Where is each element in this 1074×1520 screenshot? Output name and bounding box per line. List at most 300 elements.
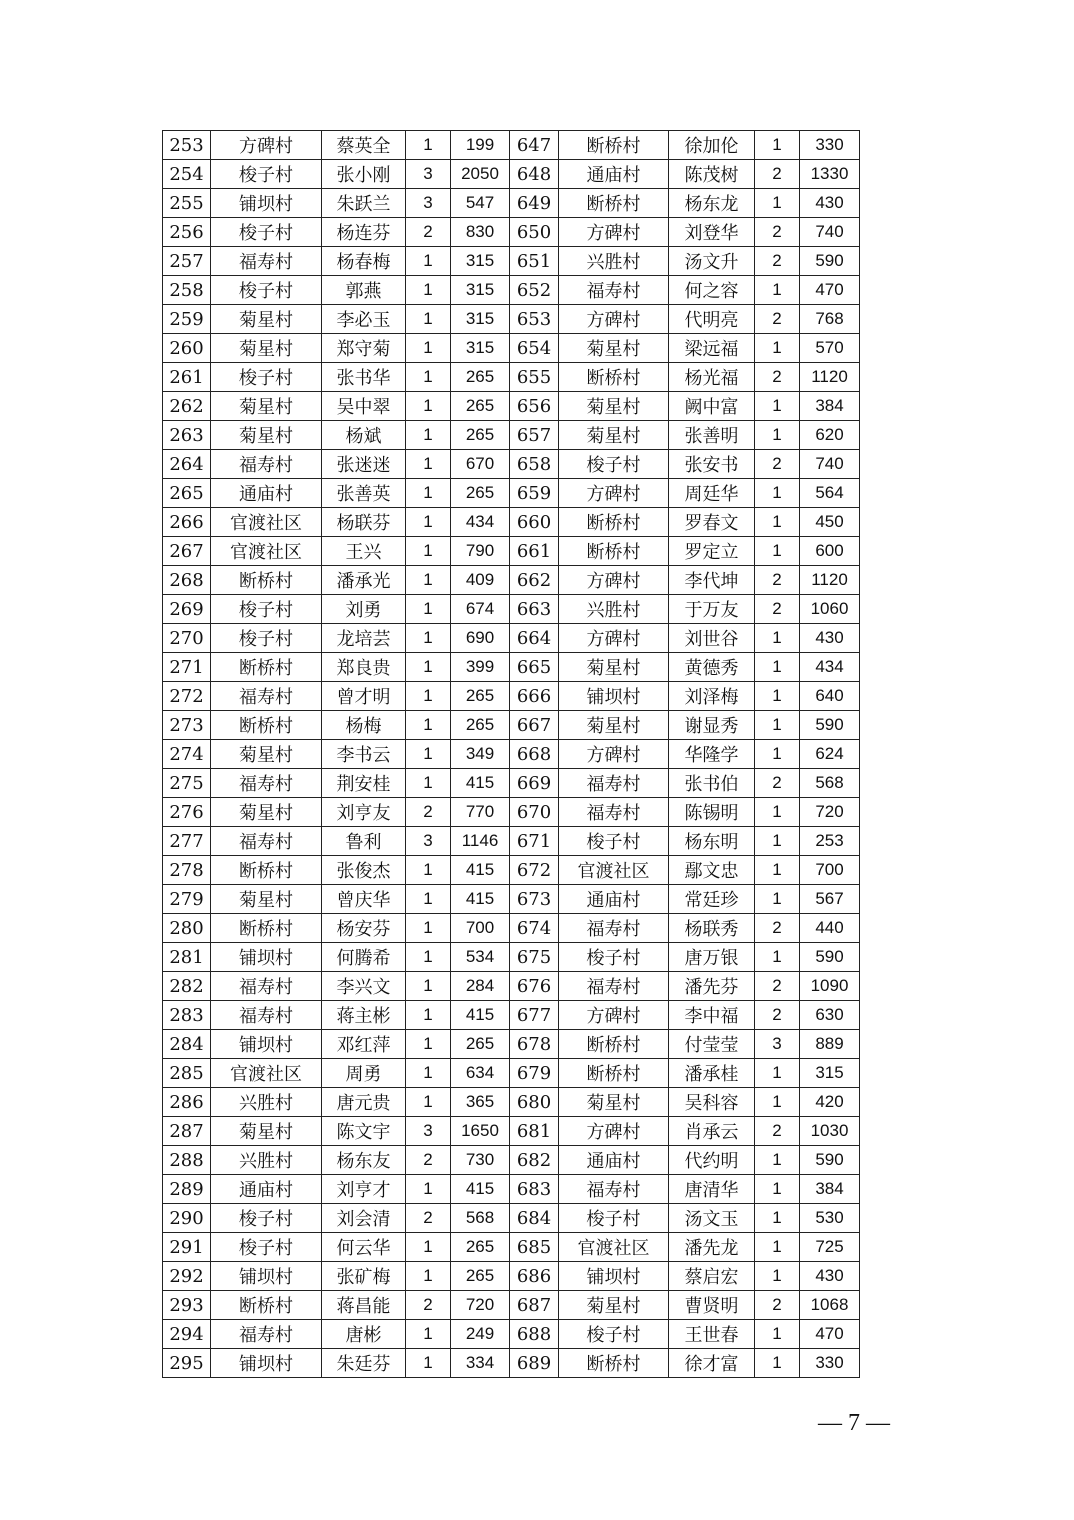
cell-row-number: 677 (510, 1001, 559, 1030)
cell-household-count: 1 (755, 740, 800, 769)
cell-village: 梭子村 (559, 1320, 669, 1349)
cell-household-count: 1 (406, 885, 451, 914)
cell-household-count: 2 (755, 1117, 800, 1146)
cell-village: 官渡社区 (559, 1233, 669, 1262)
cell-village: 梭子村 (211, 624, 322, 653)
cell-person-name: 李书云 (322, 740, 406, 769)
cell-village: 福寿村 (559, 1175, 669, 1204)
cell-amount: 725 (800, 1233, 860, 1262)
cell-person-name: 阙中富 (669, 392, 755, 421)
cell-amount: 590 (800, 247, 860, 276)
cell-amount: 415 (451, 1175, 510, 1204)
cell-household-count: 1 (755, 1059, 800, 1088)
cell-person-name: 谢显秀 (669, 711, 755, 740)
cell-village: 铺坝村 (211, 1030, 322, 1059)
cell-village: 铺坝村 (211, 189, 322, 218)
cell-row-number: 274 (163, 740, 211, 769)
cell-village: 菊星村 (559, 1088, 669, 1117)
cell-household-count: 1 (406, 653, 451, 682)
table-row (163, 740, 860, 769)
cell-amount: 265 (451, 479, 510, 508)
cell-household-count: 1 (406, 595, 451, 624)
cell-village: 菊星村 (211, 798, 322, 827)
cell-household-count: 2 (406, 1204, 451, 1233)
cell-household-count: 2 (755, 769, 800, 798)
cell-village: 断桥村 (559, 1059, 669, 1088)
table-row (163, 1088, 860, 1117)
cell-household-count: 2 (755, 595, 800, 624)
cell-amount: 434 (800, 653, 860, 682)
cell-row-number: 679 (510, 1059, 559, 1088)
cell-person-name: 周廷华 (669, 479, 755, 508)
cell-village: 菊星村 (211, 421, 322, 450)
cell-village: 官渡社区 (211, 537, 322, 566)
cell-row-number: 678 (510, 1030, 559, 1059)
cell-row-number: 282 (163, 972, 211, 1001)
cell-person-name: 唐元贵 (322, 1088, 406, 1117)
cell-amount: 620 (800, 421, 860, 450)
cell-village: 福寿村 (211, 972, 322, 1001)
cell-household-count: 1 (755, 1320, 800, 1349)
cell-village: 断桥村 (559, 537, 669, 566)
table-row (163, 160, 860, 189)
cell-household-count: 2 (755, 972, 800, 1001)
cell-person-name: 张善明 (669, 421, 755, 450)
cell-household-count: 1 (406, 740, 451, 769)
cell-amount: 415 (451, 856, 510, 885)
cell-household-count: 2 (755, 914, 800, 943)
cell-person-name: 李代坤 (669, 566, 755, 595)
cell-amount: 740 (800, 450, 860, 479)
cell-household-count: 1 (406, 711, 451, 740)
cell-person-name: 黄德秀 (669, 653, 755, 682)
cell-row-number: 279 (163, 885, 211, 914)
cell-row-number: 262 (163, 392, 211, 421)
cell-village: 福寿村 (211, 827, 322, 856)
cell-village: 断桥村 (211, 711, 322, 740)
cell-village: 断桥村 (211, 1291, 322, 1320)
cell-amount: 740 (800, 218, 860, 247)
cell-amount: 570 (800, 334, 860, 363)
cell-person-name: 陈锡明 (669, 798, 755, 827)
cell-row-number: 668 (510, 740, 559, 769)
cell-household-count: 1 (406, 914, 451, 943)
cell-amount: 330 (800, 1349, 860, 1378)
cell-person-name: 何之容 (669, 276, 755, 305)
cell-row-number: 652 (510, 276, 559, 305)
cell-village: 菊星村 (211, 334, 322, 363)
cell-household-count: 1 (755, 1088, 800, 1117)
cell-village: 福寿村 (211, 682, 322, 711)
cell-row-number: 281 (163, 943, 211, 972)
cell-amount: 265 (451, 363, 510, 392)
cell-village: 断桥村 (211, 566, 322, 595)
cell-row-number: 255 (163, 189, 211, 218)
cell-person-name: 杨连芬 (322, 218, 406, 247)
cell-person-name: 张善英 (322, 479, 406, 508)
cell-household-count: 2 (406, 218, 451, 247)
cell-amount: 365 (451, 1088, 510, 1117)
table-row (163, 885, 860, 914)
cell-person-name: 何腾希 (322, 943, 406, 972)
cell-amount: 1330 (800, 160, 860, 189)
table-row (163, 943, 860, 972)
cell-village: 兴胜村 (559, 595, 669, 624)
table-row (163, 334, 860, 363)
cell-village: 通庙村 (211, 1175, 322, 1204)
cell-person-name: 汤文升 (669, 247, 755, 276)
cell-household-count: 1 (406, 856, 451, 885)
cell-village: 梭子村 (211, 595, 322, 624)
cell-row-number: 657 (510, 421, 559, 450)
cell-row-number: 290 (163, 1204, 211, 1233)
cell-row-number: 688 (510, 1320, 559, 1349)
cell-person-name: 吴中翠 (322, 392, 406, 421)
cell-person-name: 徐才富 (669, 1349, 755, 1378)
table-row (163, 276, 860, 305)
table-row (163, 856, 860, 885)
cell-row-number: 667 (510, 711, 559, 740)
table-row (163, 682, 860, 711)
cell-amount: 315 (451, 334, 510, 363)
cell-row-number: 258 (163, 276, 211, 305)
table-row (163, 508, 860, 537)
cell-person-name: 杨安芬 (322, 914, 406, 943)
cell-row-number: 670 (510, 798, 559, 827)
cell-amount: 330 (800, 131, 860, 160)
records-table (162, 130, 860, 1378)
cell-amount: 1030 (800, 1117, 860, 1146)
cell-row-number: 686 (510, 1262, 559, 1291)
cell-person-name: 华隆学 (669, 740, 755, 769)
cell-amount: 384 (800, 1175, 860, 1204)
cell-amount: 568 (451, 1204, 510, 1233)
cell-person-name: 唐万银 (669, 943, 755, 972)
cell-person-name: 龙培芸 (322, 624, 406, 653)
cell-household-count: 1 (406, 566, 451, 595)
cell-household-count: 2 (755, 1001, 800, 1030)
cell-amount: 284 (451, 972, 510, 1001)
cell-person-name: 刘亨友 (322, 798, 406, 827)
cell-household-count: 1 (755, 392, 800, 421)
table-row (163, 1001, 860, 1030)
cell-row-number: 665 (510, 653, 559, 682)
records-table-body (163, 131, 860, 1378)
table-row (163, 1291, 860, 1320)
cell-household-count: 1 (406, 421, 451, 450)
cell-amount: 1090 (800, 972, 860, 1001)
cell-amount: 547 (451, 189, 510, 218)
cell-household-count: 1 (406, 247, 451, 276)
cell-person-name: 代明亮 (669, 305, 755, 334)
cell-household-count: 1 (755, 943, 800, 972)
cell-person-name: 罗春文 (669, 508, 755, 537)
table-row (163, 1175, 860, 1204)
table-row (163, 218, 860, 247)
cell-amount: 1120 (800, 363, 860, 392)
cell-person-name: 杨东龙 (669, 189, 755, 218)
cell-household-count: 3 (406, 827, 451, 856)
cell-amount: 1060 (800, 595, 860, 624)
cell-household-count: 1 (755, 1175, 800, 1204)
cell-village: 通庙村 (559, 885, 669, 914)
table-row (163, 189, 860, 218)
cell-household-count: 1 (406, 479, 451, 508)
cell-row-number: 683 (510, 1175, 559, 1204)
cell-amount: 590 (800, 943, 860, 972)
table-row (163, 1320, 860, 1349)
cell-person-name: 张书伯 (669, 769, 755, 798)
table-row (163, 363, 860, 392)
cell-household-count: 1 (406, 682, 451, 711)
table-row (163, 1262, 860, 1291)
cell-household-count: 1 (755, 1233, 800, 1262)
table-row (163, 1349, 860, 1378)
cell-amount: 634 (451, 1059, 510, 1088)
cell-household-count: 1 (406, 1088, 451, 1117)
cell-amount: 790 (451, 537, 510, 566)
cell-household-count: 1 (406, 1001, 451, 1030)
cell-household-count: 1 (755, 798, 800, 827)
cell-household-count: 1 (406, 508, 451, 537)
cell-amount: 415 (451, 885, 510, 914)
cell-amount: 415 (451, 769, 510, 798)
cell-village: 福寿村 (211, 769, 322, 798)
cell-row-number: 680 (510, 1088, 559, 1117)
cell-row-number: 271 (163, 653, 211, 682)
table-row (163, 711, 860, 740)
cell-person-name: 于万友 (669, 595, 755, 624)
cell-amount: 720 (451, 1291, 510, 1320)
cell-village: 断桥村 (559, 363, 669, 392)
cell-household-count: 3 (406, 1117, 451, 1146)
cell-village: 断桥村 (559, 131, 669, 160)
table-row (163, 566, 860, 595)
cell-village: 兴胜村 (211, 1146, 322, 1175)
cell-person-name: 张小刚 (322, 160, 406, 189)
cell-person-name: 李必玉 (322, 305, 406, 334)
cell-household-count: 3 (406, 189, 451, 218)
cell-person-name: 郑良贵 (322, 653, 406, 682)
cell-row-number: 662 (510, 566, 559, 595)
cell-person-name: 曾庆华 (322, 885, 406, 914)
cell-amount: 590 (800, 1146, 860, 1175)
cell-row-number: 263 (163, 421, 211, 450)
cell-village: 梭子村 (559, 1204, 669, 1233)
cell-household-count: 1 (755, 1262, 800, 1291)
cell-amount: 434 (451, 508, 510, 537)
cell-person-name: 曹贤明 (669, 1291, 755, 1320)
cell-row-number: 254 (163, 160, 211, 189)
cell-row-number: 673 (510, 885, 559, 914)
cell-household-count: 1 (755, 1146, 800, 1175)
cell-amount: 415 (451, 1001, 510, 1030)
cell-amount: 630 (800, 1001, 860, 1030)
cell-person-name: 刘登华 (669, 218, 755, 247)
cell-person-name: 张矿梅 (322, 1262, 406, 1291)
cell-person-name: 徐加伦 (669, 131, 755, 160)
cell-person-name: 刘亨才 (322, 1175, 406, 1204)
cell-row-number: 292 (163, 1262, 211, 1291)
cell-household-count: 1 (406, 363, 451, 392)
cell-amount: 640 (800, 682, 860, 711)
cell-amount: 770 (451, 798, 510, 827)
cell-household-count: 2 (406, 1291, 451, 1320)
cell-row-number: 284 (163, 1030, 211, 1059)
cell-person-name: 代约明 (669, 1146, 755, 1175)
table-row (163, 305, 860, 334)
cell-amount: 1068 (800, 1291, 860, 1320)
cell-village: 福寿村 (559, 914, 669, 943)
cell-row-number: 684 (510, 1204, 559, 1233)
cell-amount: 430 (800, 624, 860, 653)
cell-amount: 199 (451, 131, 510, 160)
cell-row-number: 681 (510, 1117, 559, 1146)
cell-row-number: 685 (510, 1233, 559, 1262)
cell-village: 方碑村 (559, 566, 669, 595)
cell-village: 兴胜村 (559, 247, 669, 276)
cell-village: 福寿村 (559, 276, 669, 305)
cell-row-number: 658 (510, 450, 559, 479)
cell-household-count: 2 (755, 363, 800, 392)
cell-amount: 568 (800, 769, 860, 798)
cell-amount: 334 (451, 1349, 510, 1378)
table-row (163, 827, 860, 856)
cell-amount: 470 (800, 276, 860, 305)
cell-amount: 674 (451, 595, 510, 624)
cell-row-number: 257 (163, 247, 211, 276)
cell-village: 福寿村 (211, 450, 322, 479)
cell-amount: 450 (800, 508, 860, 537)
cell-row-number: 277 (163, 827, 211, 856)
cell-household-count: 2 (755, 218, 800, 247)
cell-household-count: 3 (755, 1030, 800, 1059)
cell-row-number: 291 (163, 1233, 211, 1262)
cell-row-number: 289 (163, 1175, 211, 1204)
cell-person-name: 张俊杰 (322, 856, 406, 885)
cell-household-count: 1 (406, 305, 451, 334)
cell-row-number: 295 (163, 1349, 211, 1378)
cell-household-count: 1 (755, 421, 800, 450)
cell-amount: 670 (451, 450, 510, 479)
cell-household-count: 1 (406, 624, 451, 653)
cell-amount: 564 (800, 479, 860, 508)
cell-person-name: 郑守菊 (322, 334, 406, 363)
table-row (163, 450, 860, 479)
cell-amount: 567 (800, 885, 860, 914)
cell-row-number: 268 (163, 566, 211, 595)
cell-row-number: 648 (510, 160, 559, 189)
cell-village: 梭子村 (211, 218, 322, 247)
cell-village: 方碑村 (559, 305, 669, 334)
cell-village: 菊星村 (211, 740, 322, 769)
cell-row-number: 655 (510, 363, 559, 392)
cell-row-number: 651 (510, 247, 559, 276)
cell-person-name: 蔡启宏 (669, 1262, 755, 1291)
cell-household-count: 1 (755, 624, 800, 653)
cell-row-number: 288 (163, 1146, 211, 1175)
table-row (163, 1146, 860, 1175)
cell-amount: 624 (800, 740, 860, 769)
cell-village: 菊星村 (211, 885, 322, 914)
cell-village: 福寿村 (211, 1001, 322, 1030)
cell-row-number: 280 (163, 914, 211, 943)
cell-household-count: 1 (406, 943, 451, 972)
cell-row-number: 669 (510, 769, 559, 798)
cell-person-name: 鲁利 (322, 827, 406, 856)
cell-row-number: 661 (510, 537, 559, 566)
cell-person-name: 何云华 (322, 1233, 406, 1262)
cell-person-name: 刘勇 (322, 595, 406, 624)
cell-row-number: 259 (163, 305, 211, 334)
cell-amount: 265 (451, 1030, 510, 1059)
cell-household-count: 2 (755, 566, 800, 595)
cell-row-number: 293 (163, 1291, 211, 1320)
table-row (163, 421, 860, 450)
cell-household-count: 1 (406, 972, 451, 1001)
cell-household-count: 1 (406, 131, 451, 160)
cell-household-count: 1 (755, 189, 800, 218)
cell-household-count: 1 (406, 1030, 451, 1059)
cell-village: 福寿村 (559, 972, 669, 1001)
cell-person-name: 刘泽梅 (669, 682, 755, 711)
cell-person-name: 吴科容 (669, 1088, 755, 1117)
cell-household-count: 1 (755, 856, 800, 885)
cell-village: 铺坝村 (211, 1349, 322, 1378)
cell-amount: 430 (800, 1262, 860, 1291)
table-row (163, 1059, 860, 1088)
cell-amount: 384 (800, 392, 860, 421)
table-row (163, 247, 860, 276)
cell-village: 铺坝村 (211, 943, 322, 972)
table-row (163, 914, 860, 943)
cell-household-count: 1 (755, 537, 800, 566)
cell-amount: 730 (451, 1146, 510, 1175)
cell-village: 断桥村 (559, 189, 669, 218)
cell-village: 断桥村 (211, 653, 322, 682)
table-row (163, 769, 860, 798)
cell-village: 菊星村 (559, 1291, 669, 1320)
cell-person-name: 邓红萍 (322, 1030, 406, 1059)
cell-amount: 889 (800, 1030, 860, 1059)
cell-household-count: 2 (406, 1146, 451, 1175)
cell-amount: 420 (800, 1088, 860, 1117)
table-row (163, 1030, 860, 1059)
cell-amount: 1650 (451, 1117, 510, 1146)
cell-village: 通庙村 (559, 160, 669, 189)
cell-village: 菊星村 (211, 305, 322, 334)
cell-person-name: 汤文玉 (669, 1204, 755, 1233)
cell-amount: 700 (800, 856, 860, 885)
table-row (163, 624, 860, 653)
cell-amount: 315 (451, 247, 510, 276)
cell-row-number: 663 (510, 595, 559, 624)
cell-person-name: 陈茂树 (669, 160, 755, 189)
table-row (163, 392, 860, 421)
cell-amount: 265 (451, 421, 510, 450)
cell-row-number: 283 (163, 1001, 211, 1030)
cell-row-number: 266 (163, 508, 211, 537)
cell-amount: 690 (451, 624, 510, 653)
cell-household-count: 1 (406, 1059, 451, 1088)
cell-person-name: 肖承云 (669, 1117, 755, 1146)
cell-amount: 440 (800, 914, 860, 943)
cell-row-number: 261 (163, 363, 211, 392)
cell-amount: 265 (451, 711, 510, 740)
cell-village: 福寿村 (559, 798, 669, 827)
cell-person-name: 潘承桂 (669, 1059, 755, 1088)
cell-household-count: 2 (755, 450, 800, 479)
